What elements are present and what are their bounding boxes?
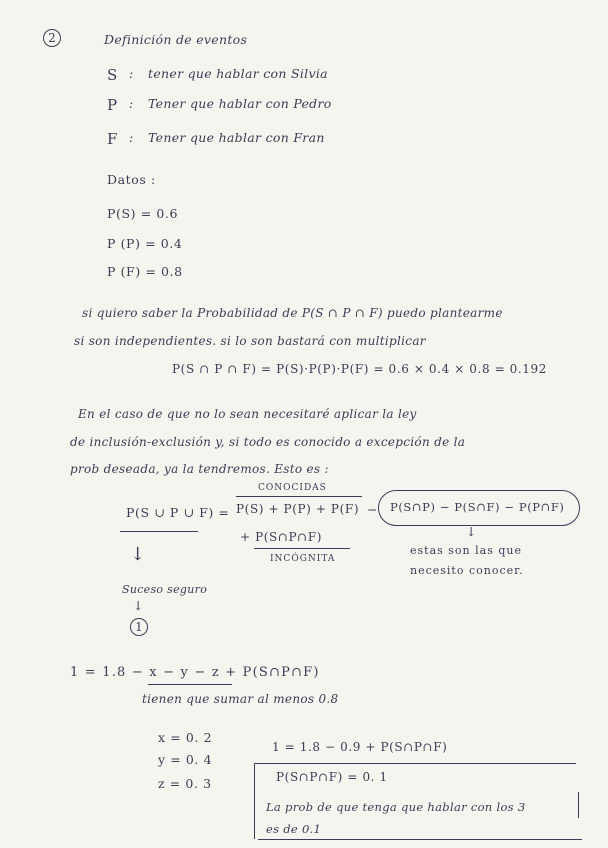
- known-terms: P(S) + P(P) + P(F): [236, 502, 360, 516]
- suceso-arrow: ↓: [130, 544, 146, 565]
- conclusion-line1: La prob de que tenga que hablar con los 3: [266, 800, 526, 814]
- lhs-underline: [120, 531, 198, 532]
- event-desc-p: Tener que hablar con Pedro: [148, 96, 332, 111]
- event-desc-s: tener que hablar con Silvia: [148, 66, 328, 81]
- known-label: CONOCIDAS: [258, 483, 327, 493]
- event-symbol-s: S: [107, 66, 118, 84]
- event-sep-p: :: [129, 96, 134, 111]
- independence-formula: P(S ∩ P ∩ F) = P(S)·P(P)·P(F) = 0.6 × 0.4 × 0.8 = 0.192: [172, 362, 548, 376]
- note-line2: necesito conocer.: [410, 564, 524, 577]
- suceso-value-circle: [130, 618, 148, 636]
- data-title: Datos :: [107, 172, 156, 187]
- circled-arrow: ↓: [466, 524, 477, 539]
- paragraph2-line2: de inclusión-exclusión y, si todo es conocido a excepción de la: [70, 435, 466, 449]
- suceso-arrow2: ↓: [133, 598, 145, 613]
- data-value-s: P(S) = 0.6: [107, 206, 179, 221]
- conclusion-line2: es de 0.1: [266, 822, 322, 836]
- assignment-y: y = 0. 4: [158, 752, 213, 767]
- plus-unknown-term: + P(S∩P∩F): [240, 530, 323, 544]
- assignment-x: x = 0. 2: [158, 730, 213, 745]
- minus-sign: −: [367, 502, 379, 517]
- assignment-z: z = 0. 3: [158, 776, 212, 791]
- paragraph2-line3: prob deseada, ya la tendremos. Esto es :: [70, 462, 329, 476]
- note-line1: estas son las que: [410, 544, 522, 557]
- unknown-underline: [254, 548, 350, 549]
- section-number-circle: [43, 29, 61, 47]
- paragraph1-line2: si son independientes. si lo son bastará con multiplicar: [74, 334, 426, 348]
- section-title: Definición de eventos: [104, 32, 248, 47]
- event-sep-f: :: [129, 130, 134, 145]
- result-equation-1: 1 = 1.8 − 0.9 + P(S∩P∩F): [272, 740, 448, 754]
- event-sep-s: :: [129, 66, 134, 81]
- known-overline: [236, 496, 362, 497]
- union-lhs: P(S ∪ P ∪ F) =: [126, 505, 230, 520]
- data-value-p: P (P) = 0.4: [107, 236, 183, 251]
- equation-underline: [148, 684, 232, 685]
- event-symbol-p: P: [107, 96, 118, 114]
- paragraph1-line1: si quiero saber la Probabilidad de P(S ∩ P ∩ F) puedo plantearme: [82, 306, 503, 320]
- event-symbol-f: F: [107, 130, 119, 148]
- conclusion-underline: [258, 839, 582, 840]
- equation-note: tienen que sumar al menos 0.8: [142, 692, 339, 706]
- result-box-left: [254, 763, 255, 839]
- suceso-value: 1: [135, 620, 143, 634]
- suceso-label: Suceso seguro: [122, 583, 208, 596]
- paragraph2-line1: En el caso de que no lo sean necesitaré aplicar la ley: [78, 407, 417, 421]
- event-desc-f: Tener que hablar con Fran: [148, 130, 325, 145]
- result-equation-2: P(S∩P∩F) = 0. 1: [276, 770, 388, 784]
- result-underline: [254, 763, 576, 764]
- data-value-f: P (F) = 0.8: [107, 264, 183, 279]
- circled-terms: P(S∩P) − P(S∩F) − P(P∩F): [390, 500, 565, 514]
- unknown-label: INCÓGNITA: [270, 554, 336, 564]
- conclusion-right-bar: [578, 792, 579, 818]
- main-equation: 1 = 1.8 − x − y − z + P(S∩P∩F): [70, 665, 320, 680]
- section-number: 2: [48, 31, 56, 45]
